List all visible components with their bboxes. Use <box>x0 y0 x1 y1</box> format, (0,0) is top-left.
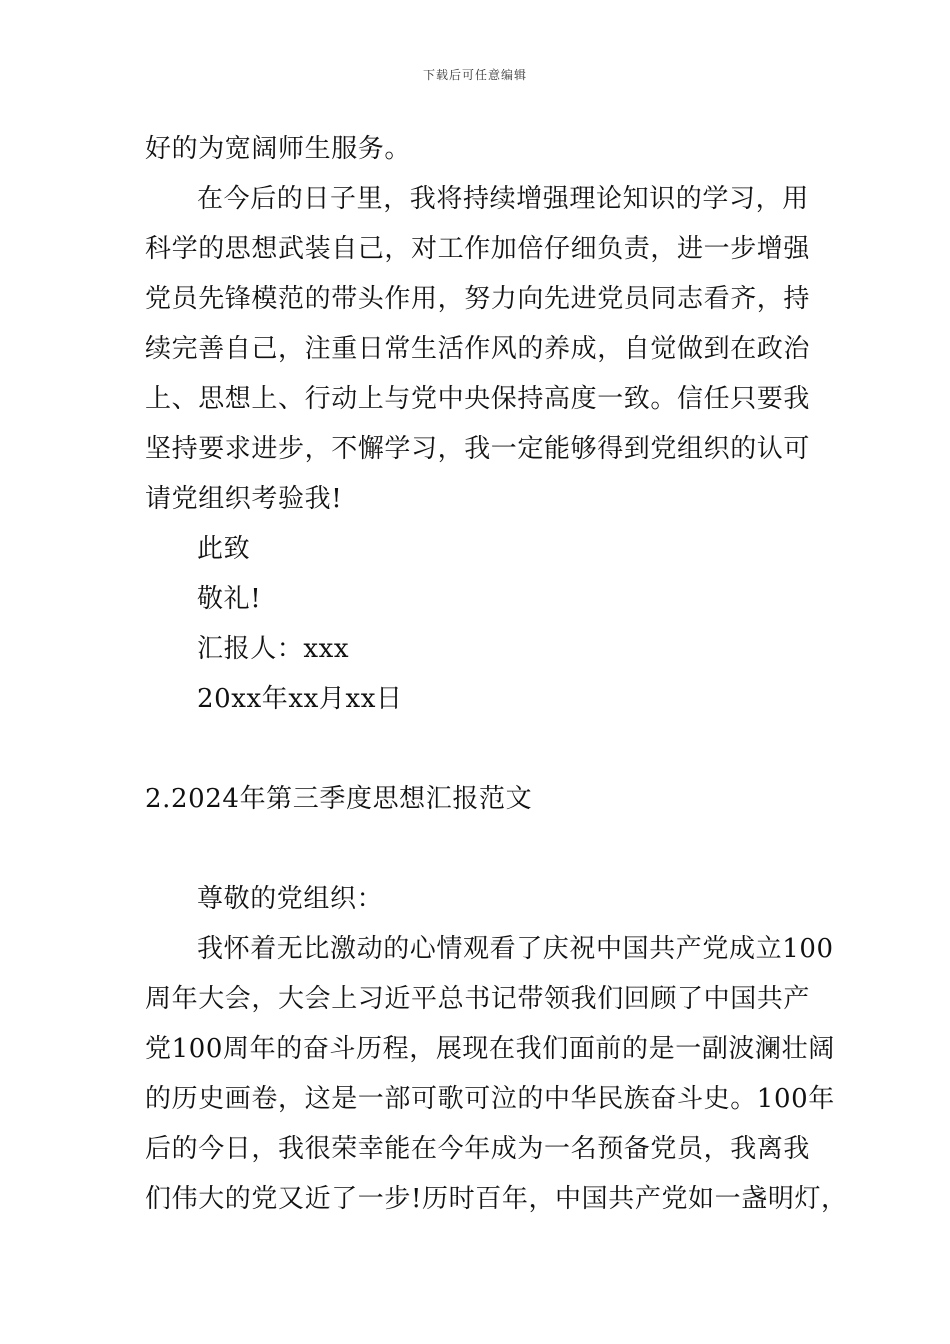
body-line: 坚持要求进步，不懈学习，我一定能够得到党组织的认可 <box>145 434 811 464</box>
body-line: 在今后的日子里，我将持续增强理论知识的学习，用 <box>197 184 809 214</box>
body-line: 的历史画卷，这是一部可歌可泣的中华民族奋斗史。100年 <box>145 1084 835 1114</box>
page-header: 下载后可任意编辑 <box>422 68 527 82</box>
greeting: 尊敬的党组织： <box>197 884 384 914</box>
closing-salutation: 此致 <box>197 534 251 564</box>
section-heading: 2.2024年第三季度思想汇报范文 <box>145 784 533 814</box>
body-line: 党100周年的奋斗历程，展现在我们面前的是一副波澜壮阔 <box>145 1034 835 1064</box>
reporter-name: 汇报人：xxx <box>197 634 350 664</box>
body-line: 续完善自己，注重日常生活作风的养成，自觉做到在政治 <box>145 334 811 364</box>
body-line: 党员先锋模范的带头作用，努力向先进党员同志看齐，持 <box>145 284 811 314</box>
closing-regards: 敬礼! <box>197 584 262 614</box>
body-line: 后的今日，我很荣幸能在今年成为一名预备党员，我离我 <box>145 1134 811 1164</box>
report-date: 20xx年xx月xx日 <box>197 684 403 714</box>
body-line: 请党组织考验我! <box>145 484 343 514</box>
body-line: 上、思想上、行动上与党中央保持高度一致。信任只要我 <box>145 384 811 414</box>
body-line: 科学的思想武装自己，对工作加倍仔细负责，进一步增强 <box>145 234 811 264</box>
body-line: 周年大会，大会上习近平总书记带领我们回顾了中国共产 <box>145 984 811 1014</box>
body-line: 好的为宽阔师生服务。 <box>145 134 412 164</box>
body-line: 我怀着无比激动的心情观看了庆祝中国共产党成立100 <box>197 934 834 964</box>
body-line: 们伟大的党又近了一步!历时百年，中国共产党如一盏明灯， <box>145 1184 848 1214</box>
